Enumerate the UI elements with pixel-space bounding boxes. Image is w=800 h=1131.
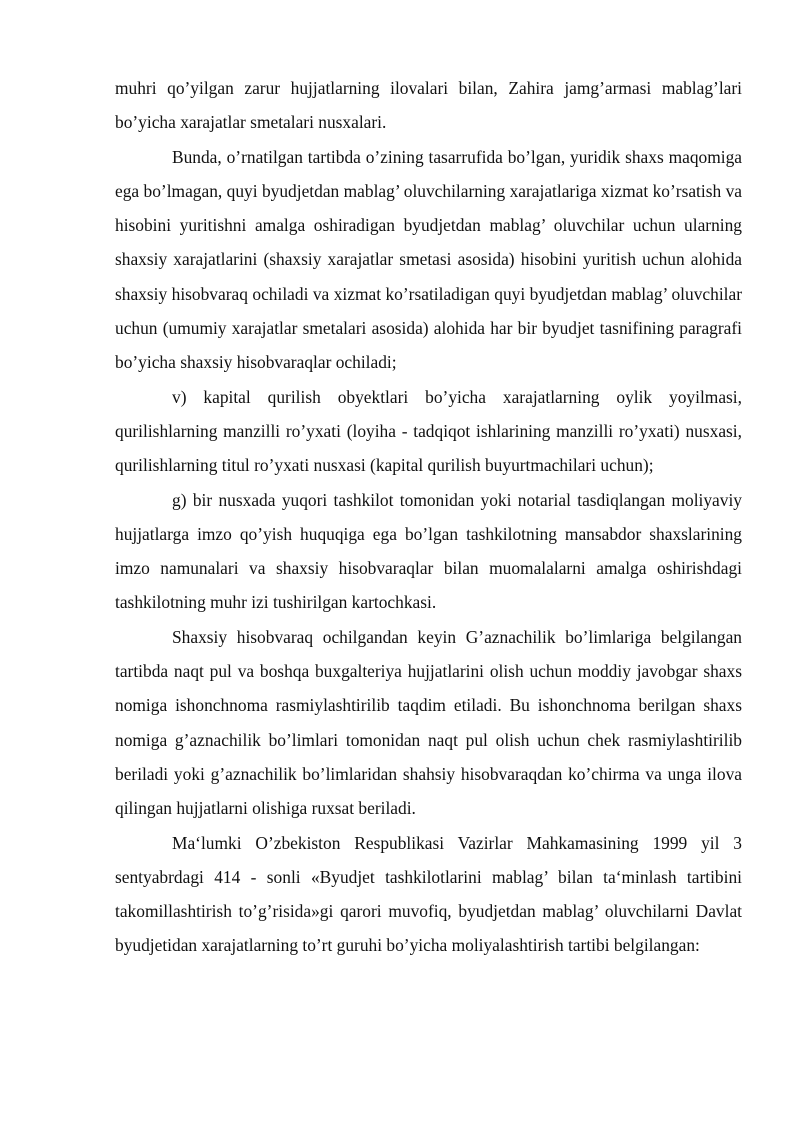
document-page: [115, 71, 742, 963]
paragraph-personal-accounts: Bunda, o’rnatilgan tartibda o’zining tasarrufida bo’lgan, yuridik shaxs maqomiga ega bo’lmagan, quyi byudjetdan mablag’ oluvchilarning xarajatlariga xizmat ko’rsatish va hisobini yuritishni amalga oshiradigan byudjetdan mablag’ oluvchilar uchun ularning shaxsiy xarajatlarini (shaxsiy xarajatlar smetasi asosida) hisobini yuritish uchun alohida shaxsiy hisobvaraq ochiladi va xizmat ko’rsatiladigan quyi byudjetdan mablag’ oluvchilar uchun (umumiy xarajatlar smetalari asosida) alohida har bir byudjet tasnifining paragrafi bo’yicha shaxsiy hisobvaraqlar ochiladi;: [115, 146, 742, 373]
paragraph-resolution-414: Ma‘lumki O’zbekiston Respublikasi Vazirlar Mahkamasining 1999 yil 3 sentyabrdagi 414 - sonli «Byudjet tashkilotlarini mablag’ bilan ta‘minlash tartibini takomillashtirish to’g’risida»gi qarori muvofiq, byudjetdan mablag’ oluvchilarni Davlat byudjetidan xarajatlarning to’rt guruhi bo’yicha moliyalashtirish tartibi belgilangan:: [115, 832, 742, 956]
paragraph-item-g: g) bir nusxada yuqori tashkilot tomonidan yoki notarial tasdiqlangan moliyaviy hujjatlarga imzo qo’yish huquqiga ega bo’lgan tashkilotning mansabdor shaxslarining imzo namunalari va shaxsiy hisobvaraqlar bilan muomalalarni amalga oshirishdagi tashkilotning muhr izi tushirilgan kartochkasi.: [115, 489, 742, 613]
paragraph-item-v: v) kapital qurilish obyektlari bo’yicha xarajatlarning oylik yoyilmasi, qurilishlarning manzilli ro’yxati (loyiha - tadqiqot ishlarining manzilli ro’yxati) nusxasi, qurilishlarning titul ro’yxati nusxasi (kapital qurilish buyurtmachilari uchun);: [115, 386, 742, 476]
paragraph-power-of-attorney: Shaxsiy hisobvaraq ochilgandan keyin G’aznachilik bo’limlariga belgilangan tartibda naqt pul va boshqa buxgalteriya hujjatlarini olish uchun moddiy javobgar shaxs nomiga ishonchnoma rasmiylashtirilib taqdim etiladi. Bu ishonchnoma berilgan shaxs nomiga g’aznachilik bo’limlari tomonidan naqt pul olish uchun chek rasmiylashtirilib beriladi yoki g’aznachilik bo’limlaridan shahsiy hisobvaraqdan ko’chirma va unga ilova qilingan hujjatlarni olishiga ruxsat beriladi.: [115, 626, 742, 819]
paragraph-continuation: muhri qo’yilgan zarur hujjatlarning ilovalari bilan, Zahira jamg’armasi mablag’lari bo’yicha xarajatlar smetalari nusxalari.: [115, 78, 742, 133]
